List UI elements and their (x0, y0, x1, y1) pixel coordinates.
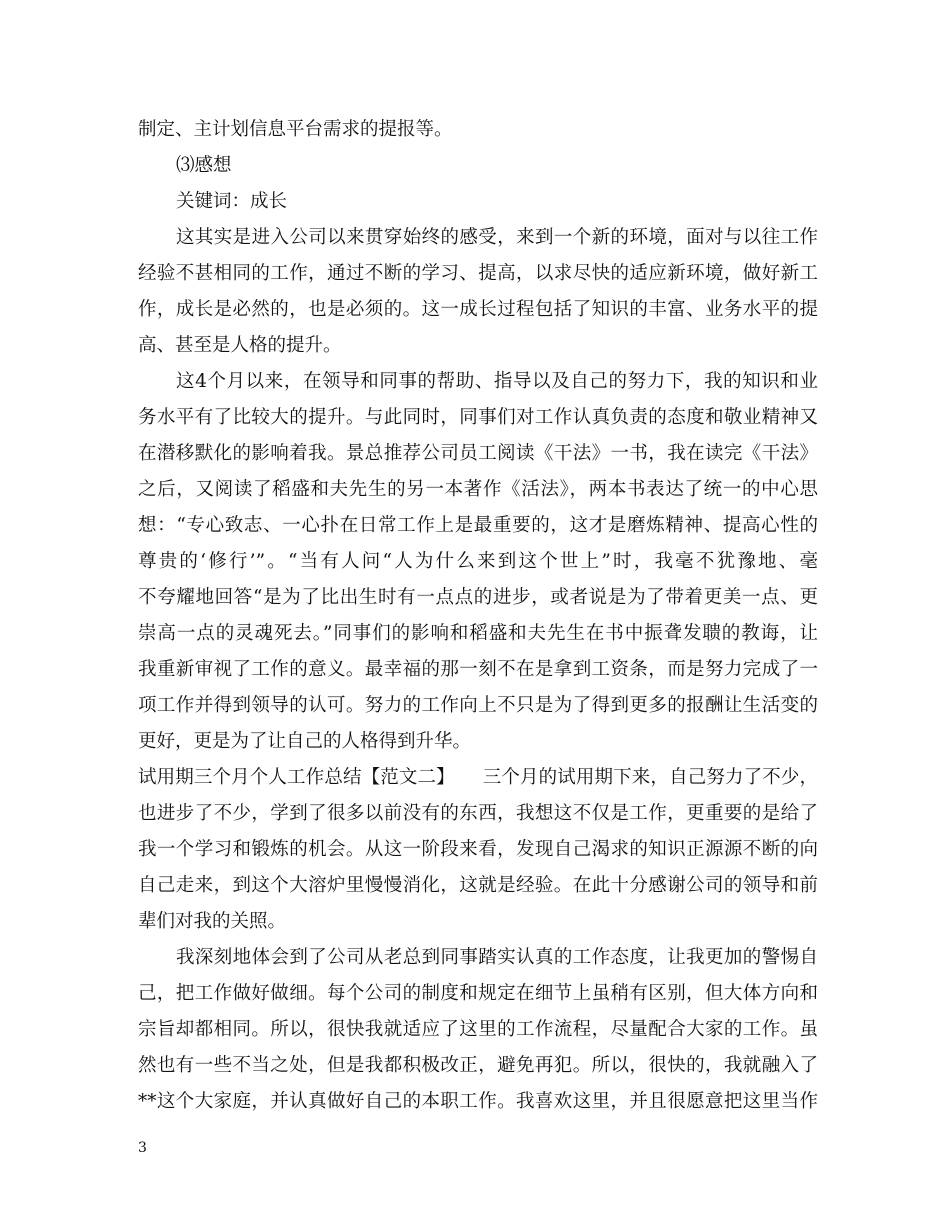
text-line: 这4个月以来，在领导和同事的帮助、指导以及自己的努力下，我的知识和业 (176, 371, 818, 392)
text-line: 也进步了不少，学到了很多以前没有的东西，我想这不仅是工作，更重要的是给了 (138, 803, 818, 824)
text-line: **这个大家庭，并认真做好自己的本职工作。我喜欢这里，并且很愿意把这里当作 (138, 1091, 818, 1112)
text-line: 制定、主计划信息平台需求的提报等。 (138, 119, 453, 140)
text-line: 崇高一点的灵魂死去。”同事们的影响和稻盛和夫先生在书中振聋发聩的教诲，让 (138, 623, 818, 644)
text-line: 经验不甚相同的工作，通过不断的学习、提高，以求尽快的适应新环境，做好新工 (138, 263, 818, 284)
text-line: 之后，又阅读了稻盛和夫先生的另一本著作《活法》，两本书表达了统一的中心思 (138, 479, 818, 500)
text-line: 尊贵的‘修行’”。“当有人问“人为什么来到这个世上”时，我毫不犹豫地、毫 (138, 551, 818, 572)
text-line: 自己走来，到这个大溶炉里慢慢消化，这就是经验。在此十分感谢公司的领导和前 (138, 875, 818, 896)
text-line: 我重新审视了工作的意义。最幸福的那一刻不在是拿到工资条，而是努力完成了一 (138, 659, 818, 680)
text-line: 不夸耀地回答“是为了比出生时有一点点的进步，或者说是为了带着更美一点、更 (138, 587, 818, 608)
text-line: 我一个学习和锻炼的机会。从这一阶段来看，发现自己渴求的知识正源源不断的向 (138, 839, 818, 860)
text-line: 在潜移默化的影响着我。景总推荐公司员工阅读《干法》一书，我在读完《干法》 (138, 443, 818, 464)
text-line: 项工作并得到领导的认可。努力的工作向上不只是为了得到更多的报酬让生活变的 (138, 695, 818, 716)
text-line: 务水平有了比较大的提升。与此同时，同事们对工作认真负责的态度和敬业精神又 (138, 407, 818, 428)
section-heading: ⑶感想 (176, 155, 232, 176)
text-line: 然也有一些不当之处，但是我都积极改正，避免再犯。所以，很快的，我就融入了 (138, 1055, 818, 1076)
page-number: 3 (138, 1140, 147, 1156)
text-line: 更好，更是为了让自己的人格得到升华。 (138, 731, 472, 752)
text-line: 宗旨却都相同。所以，很快我就适应了这里的工作流程，尽量配合大家的工作。虽 (138, 1019, 818, 1040)
document-body (138, 112, 818, 1120)
text-line: 这其实是进入公司以来贯穿始终的感受，来到一个新的环境，面对与以往工作 (176, 227, 818, 248)
section-title-line: 试用期三个月个人工作总结【范文二】 三个月的试用期下来，自己努力了不少， (138, 767, 818, 788)
text-line: 我深刻地体会到了公司从老总到同事踏实认真的工作态度，让我更加的警惕自 (176, 947, 818, 968)
text-line: 想：“专心致志、一心扑在日常工作上是最重要的，这才是磨炼精神、提高心性的 (138, 515, 818, 536)
text-line: 作，成长是必然的，也是必须的。这一成长过程包括了知识的丰富、业务水平的提 (138, 299, 818, 320)
text-line: 高、甚至是人格的提升。 (138, 335, 342, 356)
text-line: 己，把工作做好做细。每个公司的制度和规定在细节上虽稍有区别，但大体方向和 (138, 983, 818, 1004)
text-line: 辈们对我的关照。 (138, 911, 287, 932)
keyword-line: 关键词：成长 (176, 191, 288, 212)
